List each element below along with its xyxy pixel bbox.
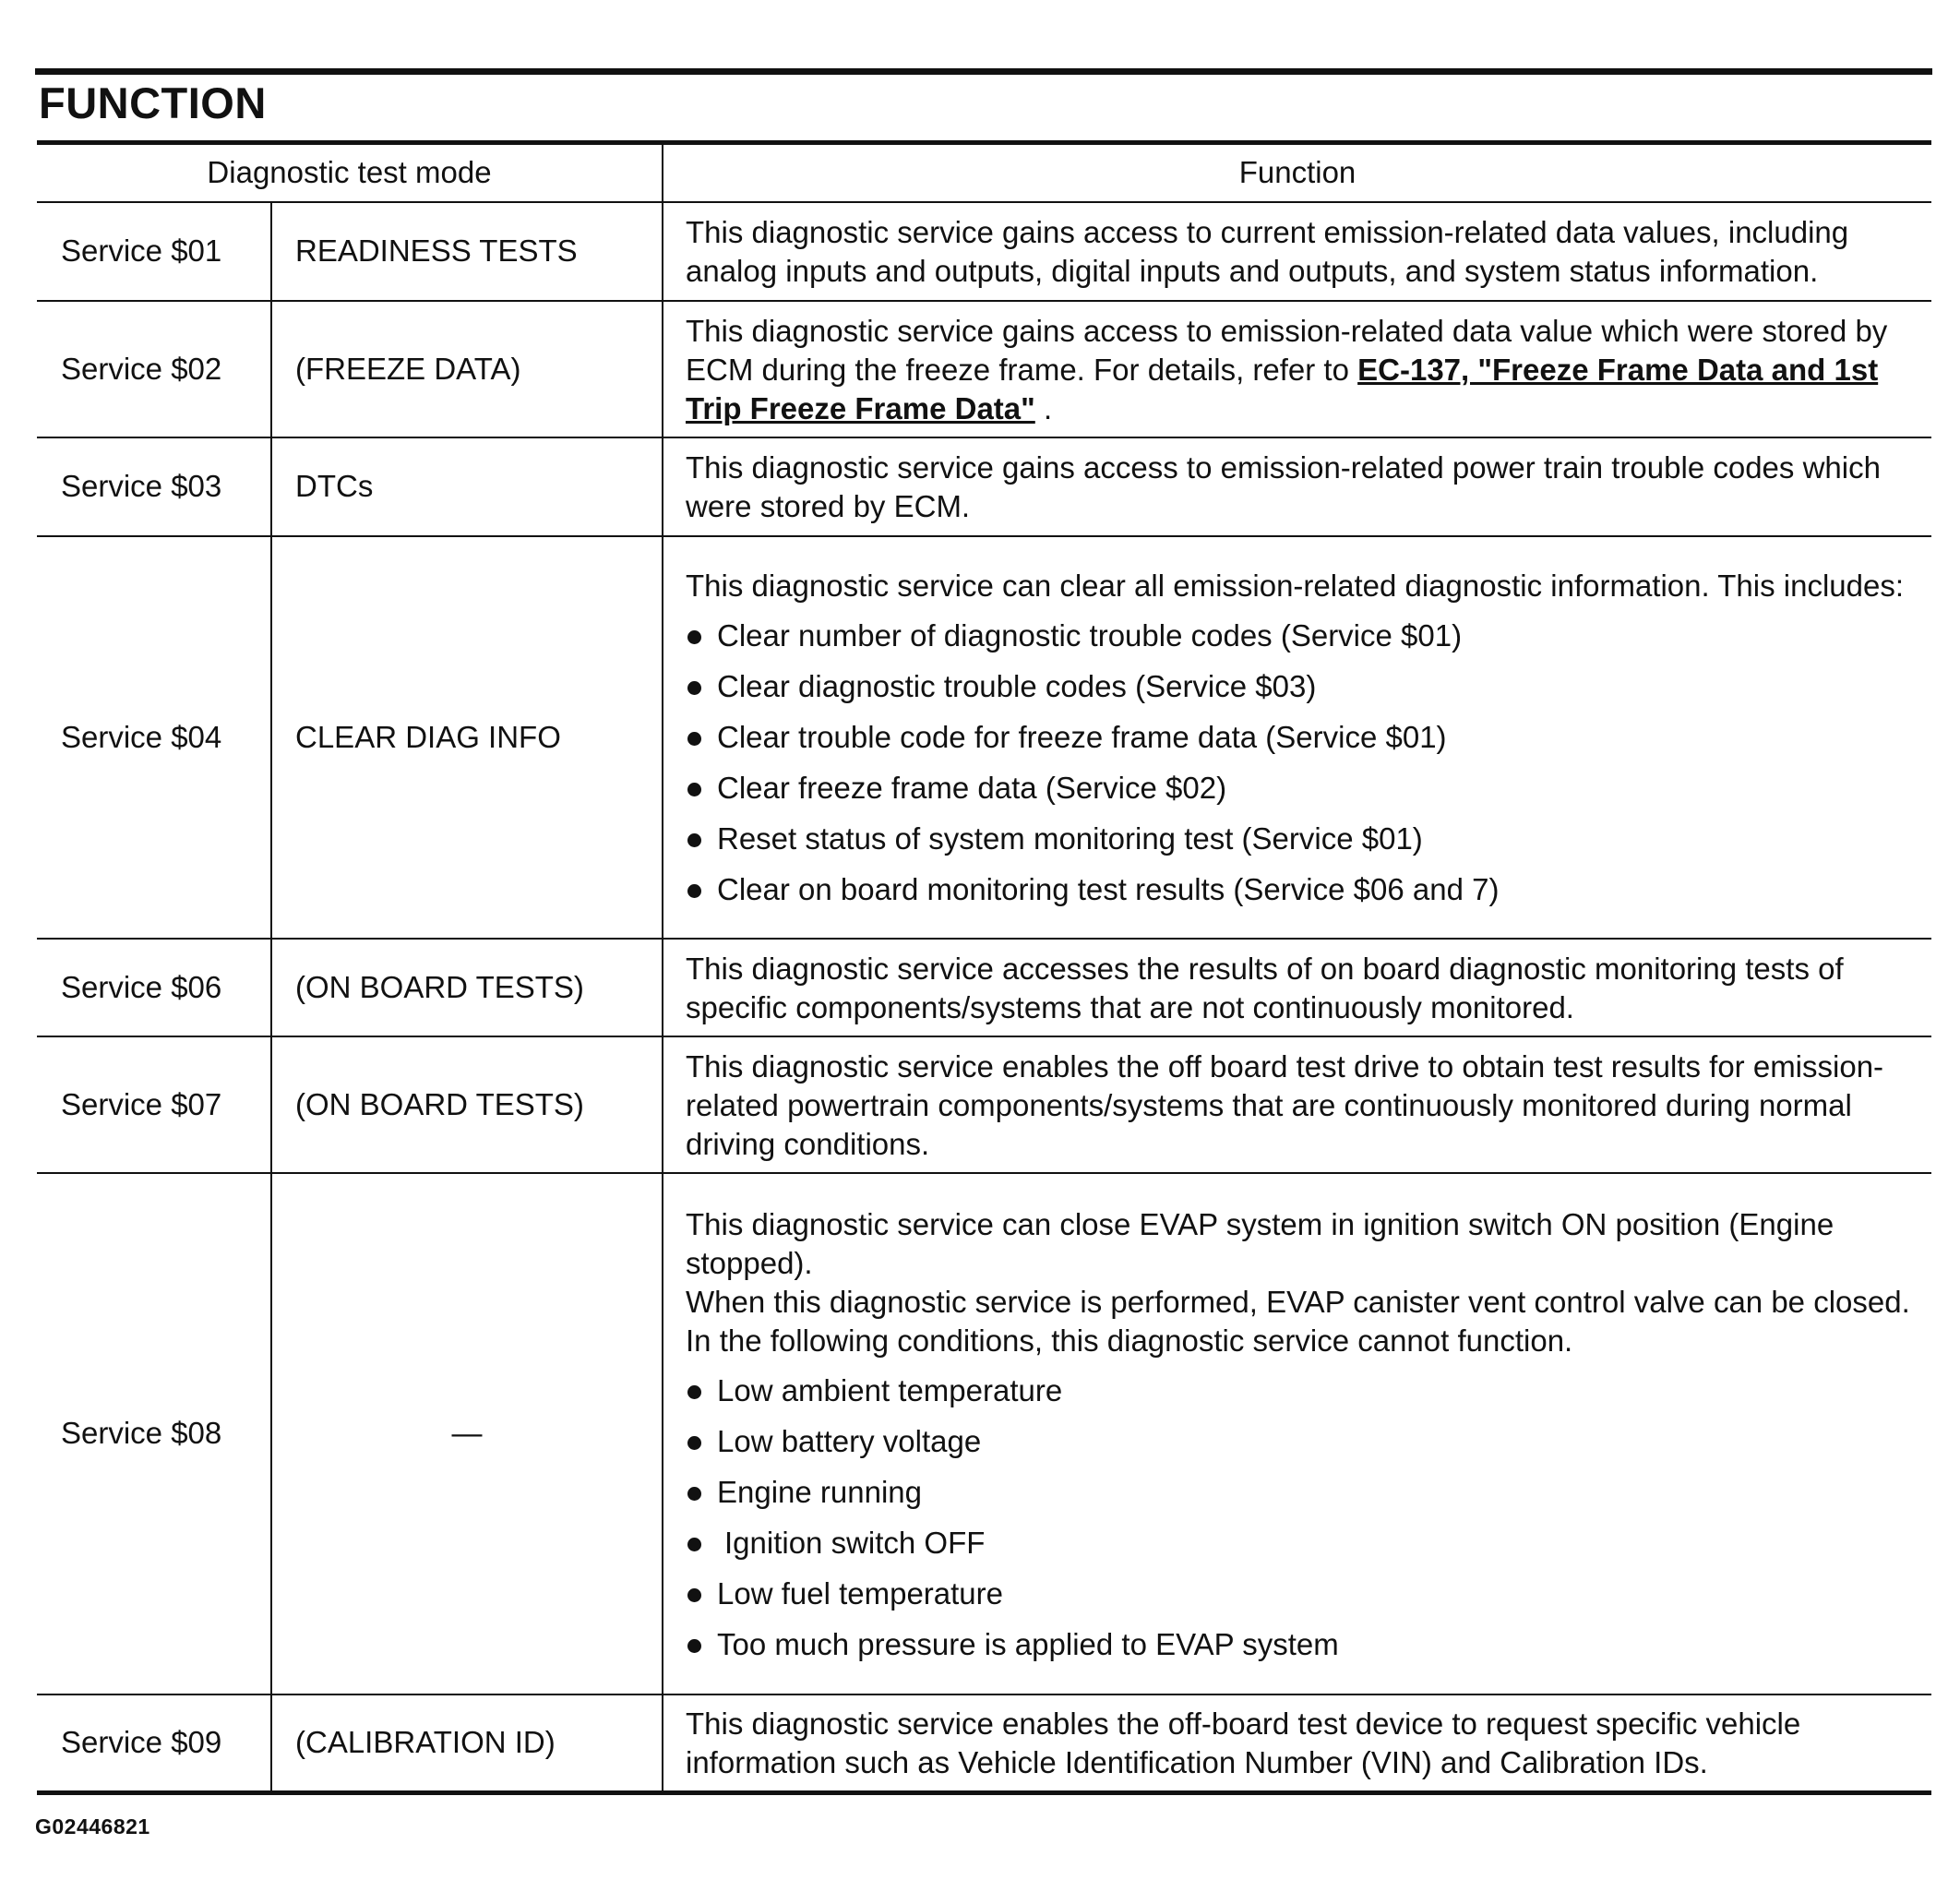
table-row: [37, 536, 1931, 939]
section-title: FUNCTION: [39, 78, 267, 127]
service-code: Service $08: [37, 1173, 271, 1694]
mode-name: (ON BOARD TESTS): [271, 1036, 663, 1173]
description-text: When this diagnostic service is performed, EVAP canister vent control valve can be closed.: [686, 1284, 1910, 1319]
bullet-icon: [687, 1639, 701, 1653]
description-text: This diagnostic service can clear all emission-related diagnostic information. This includes:: [686, 569, 1904, 603]
service-code: Service $02: [37, 301, 271, 437]
bullet-list: [686, 617, 1917, 909]
bullet-icon: [687, 783, 701, 796]
service-code: Service $01: [37, 202, 271, 301]
table-row: [37, 301, 1931, 437]
list-item: Low fuel temperature: [686, 1575, 1917, 1613]
list-item: Ignition switch OFF: [686, 1524, 1917, 1563]
table-row: [37, 1036, 1931, 1173]
bullet-icon: [687, 1487, 701, 1501]
table-row: [37, 1694, 1931, 1793]
table-row: [37, 202, 1931, 301]
mode-name: (CALIBRATION ID): [271, 1694, 663, 1793]
table-row: [37, 1173, 1931, 1694]
service-code: Service $03: [37, 437, 271, 536]
function-description: [663, 301, 1931, 437]
mode-name: CLEAR DIAG INFO: [271, 536, 663, 939]
list-item: Clear number of diagnostic trouble codes (Service $01): [686, 617, 1917, 655]
bullet-icon: [687, 884, 701, 898]
service-code: Service $09: [37, 1694, 271, 1793]
description-text: This diagnostic service accesses the results of on board diagnostic monitoring tests of specific components/systems that are not continuously monitored.: [686, 951, 1844, 1024]
description-text: This diagnostic service gains access to emission-related power train trouble codes which were stored by ECM.: [686, 450, 1881, 523]
function-description: [663, 1694, 1931, 1793]
function-description: [663, 437, 1931, 536]
list-item: Too much pressure is applied to EVAP system: [686, 1625, 1917, 1664]
description-text: This diagnostic service gains access to current emission-related data values, including analog inputs and outputs, digital inputs and outputs, and system status information.: [686, 215, 1849, 288]
list-item: Clear on board monitoring test results (Service $06 and 7): [686, 870, 1917, 909]
list-item: Engine running: [686, 1473, 1917, 1512]
list-item: Clear freeze frame data (Service $02): [686, 769, 1917, 808]
freeze-frame-data-link[interactable]: EC-137, "Freeze Frame Data and 1st Trip Freeze Frame Data": [686, 352, 1879, 425]
service-code: Service $07: [37, 1036, 271, 1173]
top-rule: [35, 68, 1932, 75]
bullet-icon: [687, 732, 701, 746]
function-table: [37, 140, 1931, 1795]
bullet-icon: [687, 1385, 701, 1399]
list-item: Clear diagnostic trouble codes (Service $03): [686, 667, 1917, 706]
function-description: [663, 1173, 1931, 1694]
mode-name: (FREEZE DATA): [271, 301, 663, 437]
mode-name: DTCs: [271, 437, 663, 536]
service-code: Service $06: [37, 939, 271, 1036]
bullet-list: [686, 1371, 1917, 1664]
description-text-after-link: .: [1034, 390, 1053, 425]
list-item: Low battery voltage: [686, 1422, 1917, 1461]
bullet-icon: [687, 681, 701, 695]
bullet-icon: [687, 1436, 701, 1450]
header-function: Function: [663, 143, 1931, 202]
table-row: [37, 437, 1931, 536]
mode-name: —: [271, 1173, 663, 1694]
service-code: Service $04: [37, 536, 271, 939]
table-row: [37, 939, 1931, 1036]
list-item: Clear trouble code for freeze frame data (Service $01): [686, 718, 1917, 757]
bullet-icon: [687, 1588, 701, 1602]
bullet-icon: [687, 833, 701, 847]
figure-id: G02446821: [35, 1814, 150, 1838]
header-diagnostic-test-mode: Diagnostic test mode: [37, 143, 663, 202]
description-text-before-link: This diagnostic service gains access to emission-related data value which were stored by ECM during the freeze frame. For details, refer to: [686, 313, 1888, 387]
mode-name: READINESS TESTS: [271, 202, 663, 301]
function-description: [663, 202, 1931, 301]
description-text: In the following conditions, this diagnostic service cannot function.: [686, 1323, 1573, 1358]
mode-name: (ON BOARD TESTS): [271, 939, 663, 1036]
table-header-row: [37, 143, 1931, 202]
function-description: [663, 939, 1931, 1036]
bullet-icon: [687, 1538, 701, 1551]
description-text: [686, 312, 1917, 428]
bullet-icon: [687, 630, 701, 644]
list-item: Low ambient temperature: [686, 1371, 1917, 1410]
function-description: [663, 536, 1931, 939]
description-text: This diagnostic service can close EVAP system in ignition switch ON position (Engine stopped).: [686, 1206, 1835, 1280]
list-item: Reset status of system monitoring test (Service $01): [686, 820, 1917, 858]
description-text: This diagnostic service enables the off-board test device to request specific vehicle information such as Vehicle Identification Number (VIN) and Calibration IDs.: [686, 1706, 1801, 1780]
function-description: [663, 1036, 1931, 1173]
description-text: This diagnostic service enables the off board test drive to obtain test results for emission-related powertrain components/systems that are continuously monitored during normal driving conditions.: [686, 1048, 1884, 1161]
